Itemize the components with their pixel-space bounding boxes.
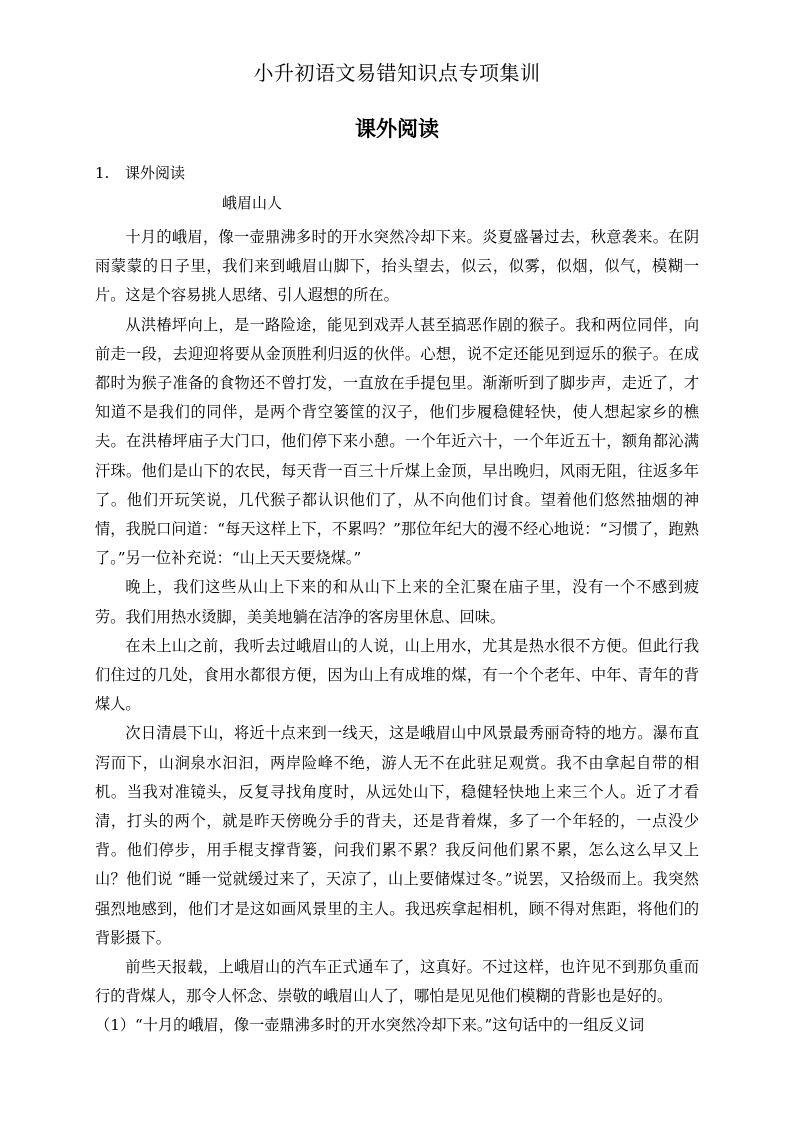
paragraph: 从洪椿坪向上，是一路险途，能见到戏弄人甚至搞恶作剧的猴子。我和两位同伴，向前走一段，去迎迎将要从金顶胜利归返的伙伴。心想，说不定还能见到逗乐的猴子。在成都时为猴子准备的食物还不曾打发，一直放在手提包里。渐渐听到了脚步声，走近了，才知道不是我们的同伴，是两个背空篓筐的汉子，他们步履稳健轻快，使人想起家乡的樵夫。在洪椿坪庙子大门口，他们停下来小憩。一个年近六十，一个年近五十，额角都沁满汗珠。他们是山下的农民，每天背一百三十斤煤上金顶，早出晚归，风雨无阻，往返多年了。他们开玩笑说，几代猴子都认识他们了，从不向他们讨食。望着他们悠然抽烟的神情，我脱口问道：“每天这样上下，不累吗？”那位年纪大的漫不经心地说：“习惯了，跑熟了。”另一位补充说：“山上天天要烧煤。” [95,315,699,568]
document-title: 小升初语文易错知识点专项集训 [253,61,541,85]
document-subtitle: 课外阅读 [355,117,439,141]
paragraph: 十月的峨眉，像一壶鼎沸多时的开水突然冷却下来。炎夏盛暑过去，秋意袭来。在阴雨蒙蒙的日子里，我们来到峨眉山脚下，抬头望去，似云，似雾，似烟，似气，模糊一片。这是个容易挑人思绪、引人遐想的所在。 [95,228,699,305]
paragraph: 次日清晨下山，将近十点来到一线天，这是峨眉山中风景最秀丽奇特的地方。瀑布直泻而下，山涧泉水汩汩，两岸险峰不绝，游人无不在此驻足观赏。我不由拿起自带的相机。当我对准镜头，反复寻找角度时，从远处山下，稳健轻快地上来三个人。近了才看清，打头的两个，就是昨天傍晚分手的背夫，还是背着煤，多了一个年轻的，一点没少背。他们停步，用手棍支撑背篓，问我们累不累？我反问他们累不累，怎么这么早又上山？他们说 “睡一觉就缓过来了，天凉了，山上要储煤过冬。”说罢，又拾级而上。我突然强烈地感到，他们才是这如画风景里的主人。我迅疾拿起相机，顾不得对焦距，将他们的背影摄下。 [95,724,699,947]
story-title: 峨眉山人 [222,194,283,212]
sub-question: （1）“十月的峨眉，像一壶鼎沸多时的开水突然冷却下来。”这句话中的一组反义词 [95,1016,645,1035]
question-heading [95,160,185,186]
question-number: 1. [95,164,110,182]
story-body [95,223,699,1041]
question-label: 课外阅读 [125,164,186,182]
paragraph: 前些天报载，上峨眉山的汽车正式通车了，这真好。不过这样，也许见不到那负重而行的背煤人，那令人怀念、崇敬的峨眉山人了，哪怕是见见他们模糊的背影也是好的。 [95,958,699,1006]
paragraph: 晚上，我们这些从山上下来的和从山下上来的全汇聚在庙子里，没有一个不感到疲劳。我们用热水烫脚，美美地躺在洁净的客房里休息、回味。 [95,578,699,626]
paragraph: 在未上山之前，我听去过峨眉山的人说，山上用水，尤其是热水很不方便。但此行我们住过的几处，食用水都很方便，因为山上有成堆的煤，有一个个老年、中年、青年的背煤人。 [95,636,699,714]
